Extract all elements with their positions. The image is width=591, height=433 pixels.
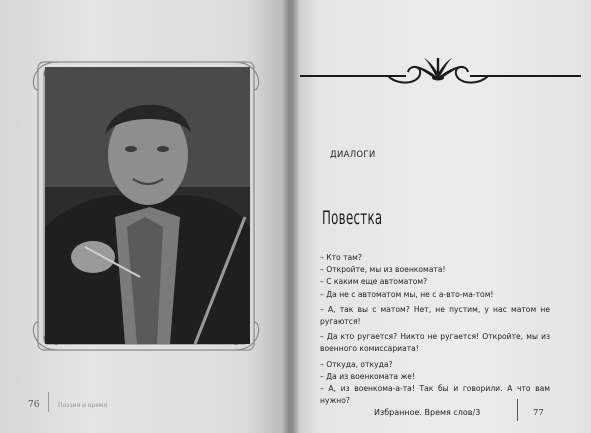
dialogue-line: – С каким еще автоматом? [320, 277, 428, 287]
dialogue-line: – Откуда, откуда? [320, 359, 393, 369]
dialogue-line: – А, из военкома-а-та! Так бы и говорили. А что вам нужно? [320, 384, 550, 406]
right-page-number: 77 [533, 408, 544, 418]
left-running-footer: Поэзия и время [58, 402, 108, 409]
right-running-footer: Избранное. Время слов/3 [374, 408, 481, 417]
right-footer-divider [517, 399, 518, 421]
portrait-photo-icon [45, 67, 250, 344]
dialogue-line: – Кто там? [320, 253, 362, 262]
left-page [0, 0, 290, 433]
dialogue-line: – А, так вы с матом? Нет, не пустим, у нас матом не ругаются! [320, 304, 550, 327]
portrait-photo [45, 67, 250, 344]
section-label: ДИАЛОГИ [330, 150, 376, 160]
dialogue-text [320, 252, 550, 407]
page-title: Повестка [322, 207, 383, 229]
left-footer-divider [48, 392, 49, 412]
dialogue-line: – Да кто ругается? Никто не ругается! Откройте, мы из военного комиссариата! [320, 332, 550, 354]
dialogue-line: – Откройте, мы из военкомата! [320, 265, 446, 275]
dialogue-line: – Да из военкомата же! [320, 371, 416, 381]
left-page-number: 76 [28, 400, 40, 410]
flourish-divider-icon [298, 54, 583, 88]
dialogue-line: – Да не с автоматом мы, не с а-вто-ма-том! [320, 289, 494, 299]
